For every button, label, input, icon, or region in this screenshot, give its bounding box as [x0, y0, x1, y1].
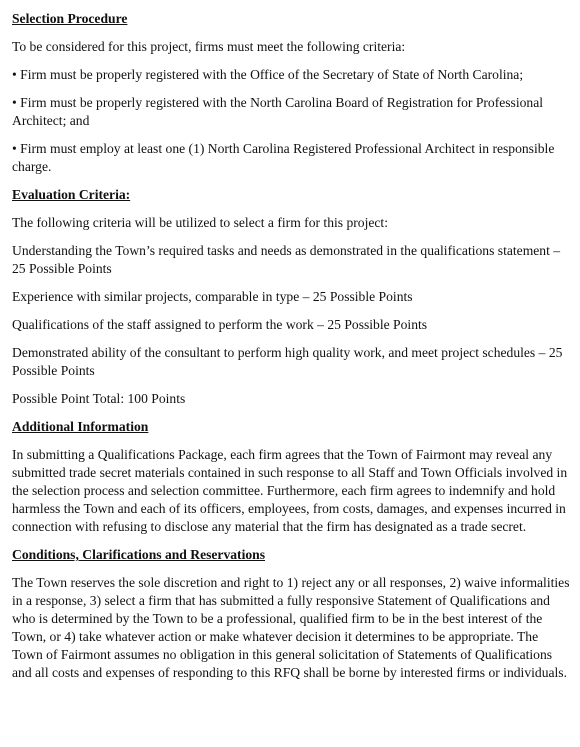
conditions-body: The Town reserves the sole discretion and right to 1) reject any or all responses, 2) waive informalities in a response, 3) select a firm that has submitted a fully responsive Statement of Qualifications and who is determined by the Town to be a professional, qualified firm to be in the best interest of the Town, or 4) take whatever action or make whatever decision it determines to be appropriate. The Town of Fairmont assumes no obligation in this general solicitation of Statements of Qualifications and all costs and expenses of responding to this RFQ shall be borne by interested firms or individuals. — [12, 575, 570, 680]
evaluation-criterion-3: Qualifications of the staff assigned to perform the work – 25 Possible Points — [12, 317, 428, 332]
evaluation-intro: The following criteria will be utilized to select a firm for this project: — [12, 215, 388, 230]
selection-bullet-1: • Firm must be properly registered with the Office of the Secretary of State of North Carolina; — [12, 67, 524, 82]
evaluation-total: Possible Point Total: 100 Points — [12, 391, 186, 406]
selection-procedure-heading: Selection Procedure — [12, 11, 128, 26]
evaluation-criterion-2: Experience with similar projects, comparable in type – 25 Possible Points — [12, 289, 413, 304]
conditions-heading: Conditions, Clarifications and Reservations — [12, 547, 266, 562]
evaluation-criterion-4: Demonstrated ability of the consultant to perform high quality work, and meet project schedules – 25 Possible Points — [12, 345, 563, 378]
selection-bullet-2: • Firm must be properly registered with the North Carolina Board of Registration for Professional Architect; and — [12, 95, 544, 128]
selection-intro: To be considered for this project, firms must meet the following criteria: — [12, 39, 406, 54]
document-page — [12, 10, 572, 692]
additional-information-body: In submitting a Qualifications Package, each firm agrees that the Town of Fairmont may reveal any submitted trade secret materials contained in such response to all Staff and Town Officials involved in the selection process and selection committee. Furthermore, each firm agrees to indemnify and hold harmless the Town and each of its officers, employees, from costs, damages, and expenses incurred in connection with refusing to disclose any material that the firm has designated as a trade secret. — [12, 447, 568, 534]
selection-bullet-3: • Firm must employ at least one (1) North Carolina Registered Professional Architect in responsible charge. — [12, 141, 555, 174]
additional-information-heading: Additional Information — [12, 419, 149, 434]
evaluation-criterion-1: Understanding the Town’s required tasks and needs as demonstrated in the qualifications statement – 25 Possible Points — [12, 243, 561, 276]
evaluation-criteria-heading: Evaluation Criteria: — [12, 187, 131, 202]
